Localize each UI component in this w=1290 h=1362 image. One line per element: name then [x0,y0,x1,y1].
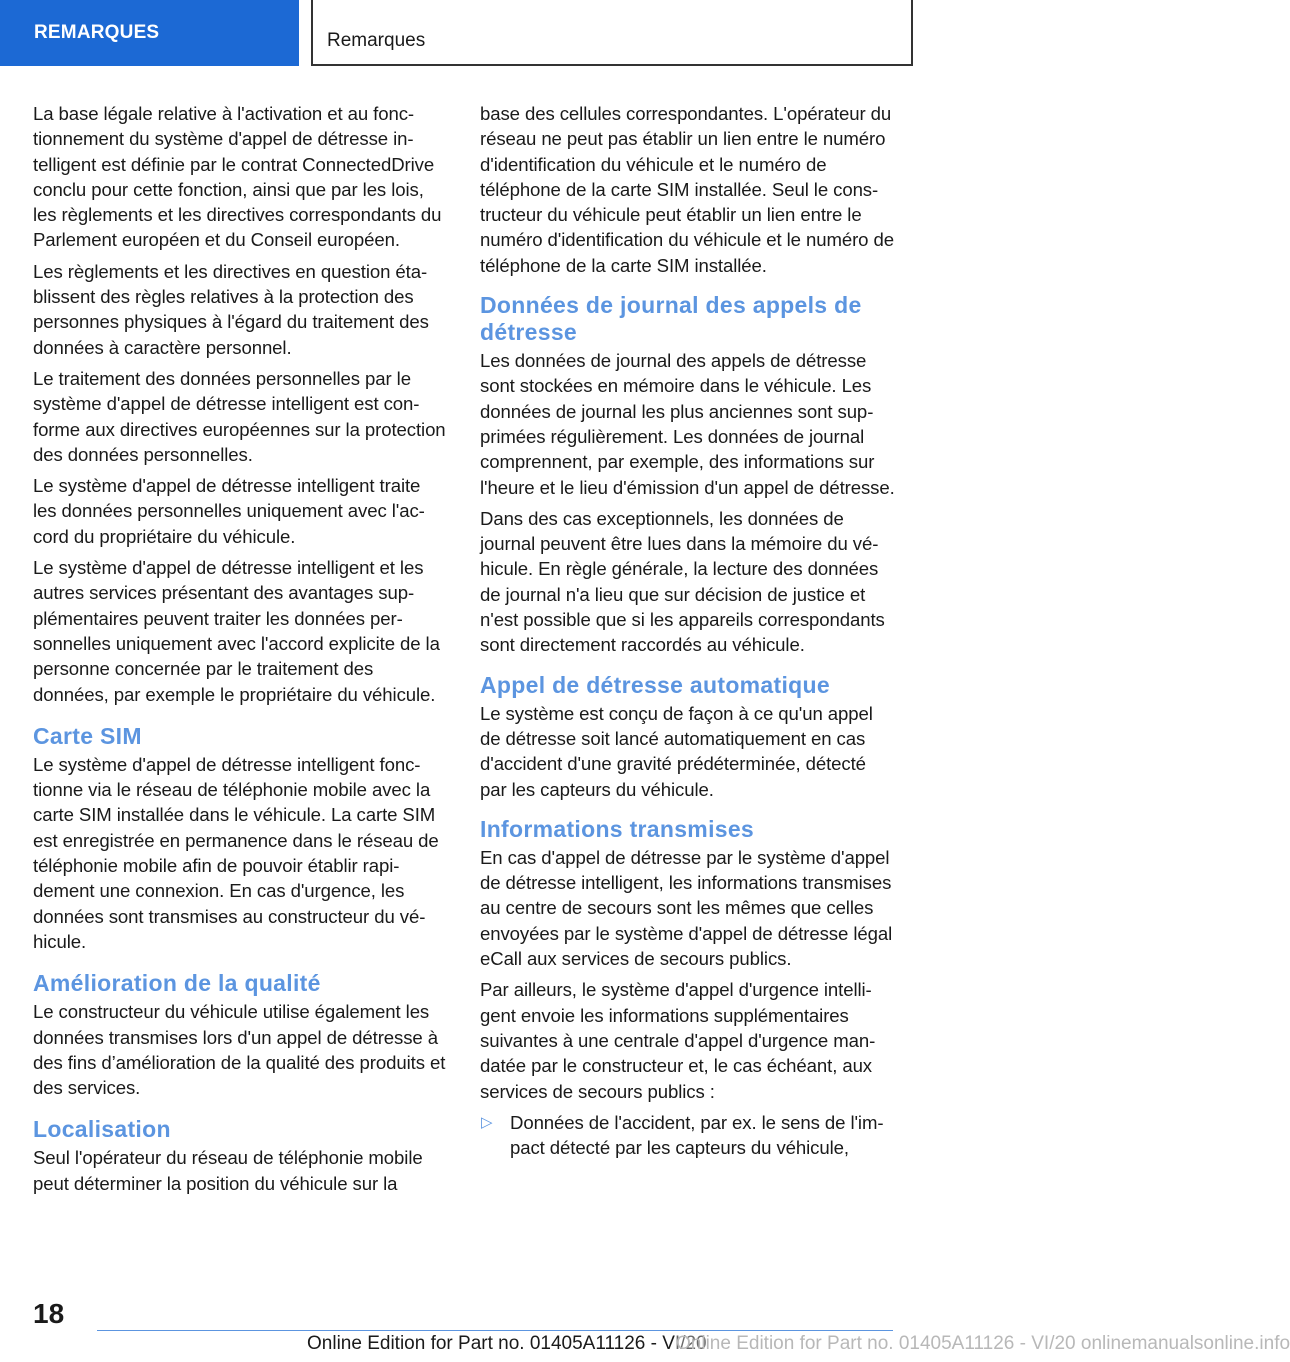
paragraph: Dans des cas exceptionnels, les données de journal peuvent être lues dans la mémoire du véhicule. En règle générale, la lecture des données de journal n'a lieu que sur décision de justice et n'est possible que si les appareils correspondants sont directement raccordés au véhicule. [480,507,885,656]
paragraph: Le système d'appel de détresse intelligent et les autres services présentant des avantages supplémentaires peuvent traiter les données personnelles uniquement avec l'accord explicite de la personne concernée par le traitement des données, par exemple le propriétaire du véhicule. [33,557,440,705]
footer-watermark: Online Edition for Part no. 01405A11126 - VI/20 onlinemanualsonline.info [676,1331,1290,1357]
paragraph: Le système d'appel de détresse intelligent fonctionne via le réseau de téléphonie mobile avec la carte SIM installée dans le véhicule. La carte SIM est enregistrée en permanence dans le réseau de téléphonie mobile afin de pouvoir établir rapidement une connexion. En cas d'urgence, les données sont transmises au constructeur du véhicule. [33,753,439,952]
paragraph: Seul l'opérateur du réseau de téléphonie mobile peut déterminer la position du véhicule sur la [33,1147,423,1194]
left-column [33,101,448,1202]
header-section-label: REMARQUES [0,0,299,66]
paragraph: Le système est conçu de façon à ce qu'un appel de détresse soit lancé automatiquement en cas d'accident d'une gravité prédéterminée, détecté par les capteurs du véhicule. [480,702,873,800]
paragraph: Les règlements et les directives en question établissent des règles relatives à la protection des personnes physiques à l'égard du traitement des données à caractère personnel. [33,260,429,358]
paragraph: La base légale relative à l'activation et au fonctionnement du système d'appel de détresse intelligent est définie par le contrat ConnectedDrive conclu pour cette fonction, ainsi que par les lois, les règlements et les directives correspondants du Parlement européen et du Conseil européen. [33,103,442,251]
footer-edition: Online Edition for Part no. 01405A11126 - VI/20 [307,1333,707,1354]
paragraph: Le traitement des données personnelles par le système d'appel de détresse intelligent est conforme aux directives européennes sur la protection des données personnelles. [33,367,446,465]
header-page-title: Remarques [311,0,913,66]
section-heading-auto-call: Appel de détresse automatique [480,671,830,698]
paragraph: En cas d'appel de détresse par le système d'appel de détresse intelligent, les informations transmises au centre de secours sont les mêmes que celles envoyées par le système d'appel de détresse légal eCall aux services de secours publics. [480,846,893,970]
section-heading-journal: Données de journal des appels de détresse [480,292,862,346]
section-heading-localisation: Localisation [33,1116,171,1143]
paragraph: Les données de journal des appels de détresse sont stockées en mémoire dans le véhicule. Les données de journal les plus anciennes sont supprimées régulièrement. Les données de journal comprennent, par exemple, des informations sur l'heure et le lieu d'émission d'un appel de détresse. [480,350,895,498]
page-number: 18 [33,1298,65,1329]
triangle-bullet-icon: ▷ [481,1113,493,1131]
list-item-text: Données de l'accident, par ex. le sens de l'impact détecté par les capteurs du véhicule, [510,1111,884,1159]
section-heading-quality: Amélioration de la qualité [33,970,321,997]
paragraph: Par ailleurs, le système d'appel d'urgence intelligent envoie les informations supplémentaires suivantes à une centrale d'appel d'urgence mandatée par le constructeur et, le cas échéant, aux services de secours publics : [480,979,876,1102]
section-heading-sim: Carte SIM [33,722,142,749]
list-item [480,1110,895,1161]
paragraph: base des cellules correspondantes. L'opérateur du réseau ne peut pas établir un lien entre le numéro d'identification du véhicule et le numéro de téléphone de la carte SIM installée. Seul le constructeur du véhicule peut établir un lien entre le numéro d'identification du véhicule et le numéro de téléphone de la carte SIM installée. [480,103,894,276]
paragraph: Le système d'appel de détresse intelligent traite les données personnelles uniquement avec l'accord du propriétaire du véhicule. [33,475,425,547]
right-column [480,101,895,1160]
section-heading-transmitted-info: Informations transmises [480,815,755,842]
paragraph: Le constructeur du véhicule utilise également les données transmises lors d'un appel de détresse à des fins d’amélioration de la qualité des produits et des services. [33,1001,446,1099]
